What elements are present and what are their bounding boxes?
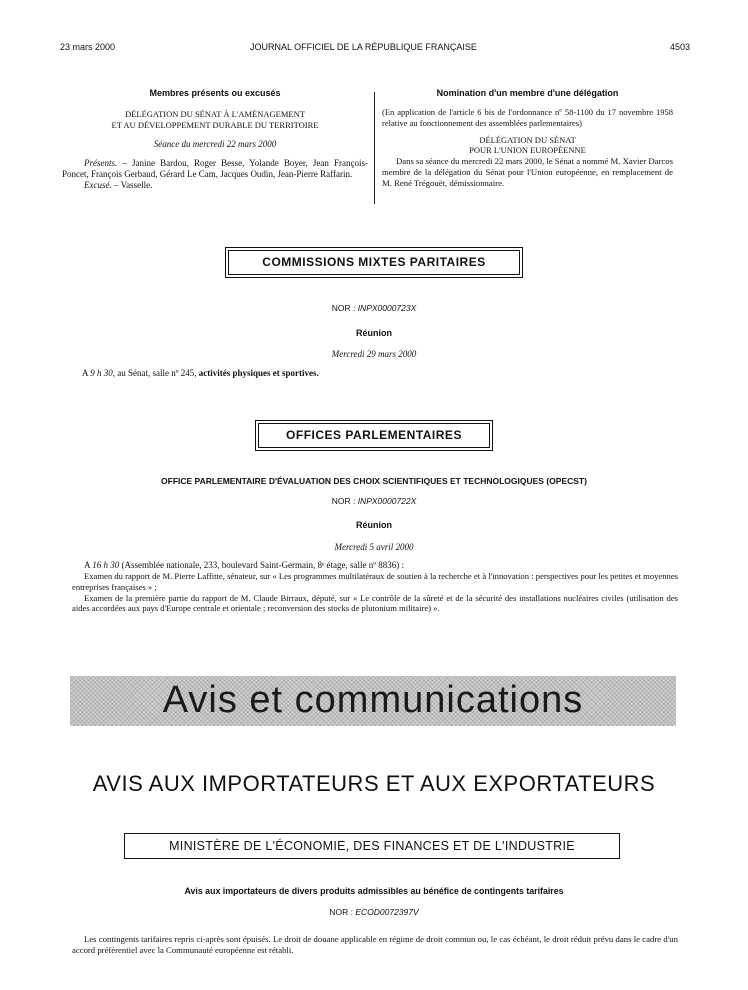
- ministry-box: [124, 833, 620, 859]
- offices-nor: [0, 496, 748, 507]
- presents-text: – Janine Bardou, Roger Besse, Yolande Boyer, Jean François-Poncet, François Gerbaud, Gérard Le Cam, Jacques Oudin, Jean-Pierre Raffarin.: [62, 157, 368, 179]
- page-header: [60, 42, 690, 56]
- offices-line: [72, 560, 678, 571]
- header-page-number: 4503: [669, 42, 690, 52]
- nomination-text: Dans sa séance du mercredi 22 mars 2000, le Sénat a nommé M. Xavier Darcos membre de la délégation du Sénat pour l'Union européenne, en remplacement de M. René Trégouët, démissionnaire.: [382, 155, 673, 188]
- offices-item-2: Examen de la première partie du rapport de M. Claude Birraux, député, sur « Le contrôle de la sûreté et de la sécurité des installations nucléaires civiles (utilisation des aides accordées aux pays d'Europe centrale et orientale ; reconversion des stocks de plutonium militaire) ».: [72, 592, 678, 614]
- offices-block: [72, 560, 678, 614]
- excuse-label: Excusé.: [84, 180, 112, 191]
- offices-heading-box: [258, 423, 490, 448]
- excuse-text: – Vasselle.: [111, 180, 153, 191]
- offices-time: 16 h 30: [92, 560, 120, 570]
- delegation-europe-line2: POUR L'UNION EUROPÉENNE: [469, 145, 586, 156]
- right-column-title: Nomination d'un membre d'une délégation: [436, 88, 619, 98]
- cmp-nor: [0, 303, 748, 314]
- offices-heading: OFFICES PARLEMENTAIRES: [286, 428, 462, 442]
- avis-nor: [0, 907, 748, 918]
- left-column: [62, 88, 368, 192]
- cmp-line-bold: activités physiques et sportives.: [198, 368, 319, 378]
- delegation-amenagement-line1: DÉLÉGATION DU SÉNAT À L'AMÉNAGEMENT: [125, 109, 305, 120]
- cmp-heading-box: [228, 250, 520, 275]
- cmp-nor-value: INPX0000723X: [357, 303, 417, 313]
- seance-date: Séance du mercredi 22 mars 2000: [153, 138, 277, 149]
- offices-date: Mercredi 5 avril 2000: [334, 542, 414, 552]
- offices-line-rest: (Assemblée nationale, 233, boulevard Saint-Germain, 8ᵉ étage, salle nº 8836) :: [119, 560, 405, 570]
- avis-nor-label: NOR :: [329, 907, 356, 917]
- header-journal: JOURNAL OFFICIEL DE LA RÉPUBLIQUE FRANÇAISE: [250, 42, 477, 52]
- delegation-amenagement-line2: ET AU DÉVELOPPEMENT DURABLE DU TERRITOIRE: [111, 119, 319, 130]
- application-note: (En application de l'article 6 bis de l'ordonnance nº 58-1100 du 17 novembre 1958 relative au fonctionnement des assemblées parlementaires): [382, 107, 673, 128]
- presents-paragraph: [62, 158, 368, 181]
- avis-nor-value: ECOD0072397V: [355, 907, 419, 917]
- excuse-paragraph: [62, 180, 368, 191]
- avis-communications-banner: [70, 676, 676, 726]
- cmp-time: 9 h 30: [90, 368, 113, 378]
- presents-label: Présents.: [84, 157, 118, 168]
- column-divider: [374, 92, 375, 204]
- delegation-europe-line1: DÉLÉGATION DU SÉNAT: [479, 134, 576, 145]
- cmp-heading: COMMISSIONS MIXTES PARITAIRES: [262, 255, 486, 269]
- ministry-name: MINISTÈRE DE L'ÉCONOMIE, DES FINANCES ET DE L'INDUSTRIE: [169, 839, 575, 853]
- cmp-nor-label: NOR :: [331, 303, 358, 313]
- cmp-date: Mercredi 29 mars 2000: [331, 349, 417, 359]
- offices-reunion: Réunion: [356, 520, 392, 530]
- cmp-reunion: Réunion: [356, 328, 392, 338]
- offices-nor-value: INPX0000722X: [357, 496, 417, 506]
- avis-subtitle: Avis aux importateurs de divers produits admissibles au bénéfice de contingents tarifaires: [184, 886, 564, 896]
- banner-title: Avis et communications: [162, 679, 584, 721]
- left-column-title: Membres présents ou excusés: [149, 88, 281, 98]
- offices-nor-label: NOR :: [331, 496, 358, 506]
- header-date: 23 mars 2000: [60, 42, 116, 52]
- avis-text: Les contingents tarifaires repris ci-après sont épuisés. Le droit de douane applicable en régime de droit commun ou, le cas échéant, le droit réduit prévu dans le cadre d'un accord préférentiel avec la Communauté européenne est rétabli.: [72, 934, 678, 955]
- office-title: OFFICE PARLEMENTAIRE D'ÉVALUATION DES CHOIX SCIENTIFIQUES ET TECHNOLOGIQUES (OPECST): [161, 476, 587, 486]
- offices-item-1: Examen du rapport de M. Pierre Laffitte, sénateur, sur « Les programmes multilatéraux de soutien à la recherche et à l'innovation : perspectives pour les petites et moyennes entreprises françaises » ;: [72, 571, 678, 592]
- right-column: [382, 88, 673, 188]
- avis-heading: AVIS AUX IMPORTATEURS ET AUX EXPORTATEURS: [92, 771, 656, 796]
- cmp-line: [82, 368, 682, 379]
- offices-line-pre: A: [84, 560, 93, 570]
- cmp-line-pre: A: [82, 368, 91, 378]
- cmp-line-mid: , au Sénat, salle nº 245,: [112, 368, 199, 378]
